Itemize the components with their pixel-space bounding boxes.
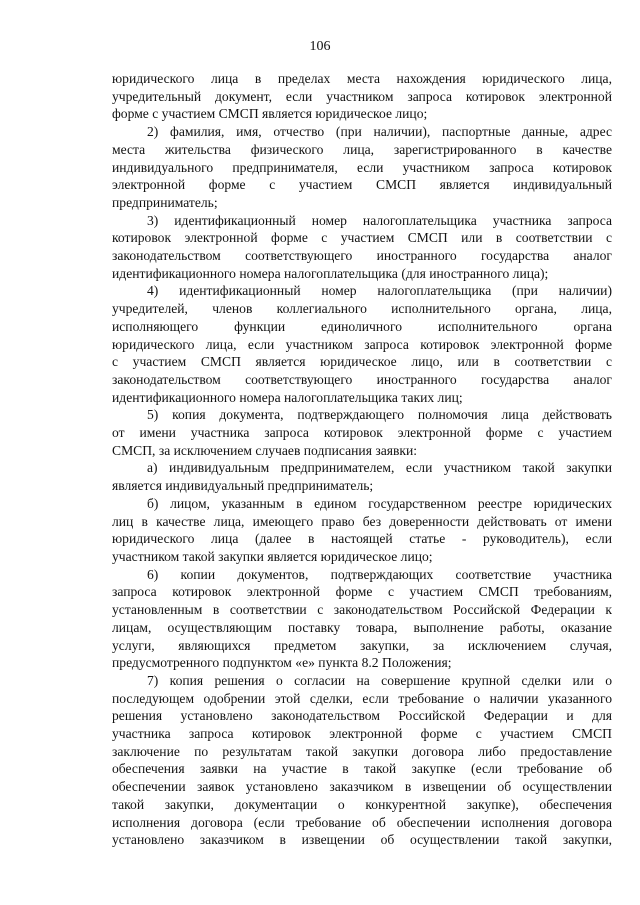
text-line: участником такой закупки является юридическое лицо;: [112, 548, 433, 564]
text-line: установленным в соответствии с законодательством Российской Федерации к: [112, 602, 612, 618]
text-line: б) лицом, указанным в едином государственном реестре юридических: [147, 495, 612, 511]
text-line: такой закупки, документации о конкурентной закупке), обеспечения: [112, 796, 612, 812]
text-line: обеспечения заявки на участие в такой закупке (если требование об: [112, 761, 612, 777]
text-line: предусмотренного подпунктом «е» пункта 8.2 Положения;: [112, 655, 452, 671]
text-line: законодательством соответствующего иностранного государства аналог: [112, 248, 612, 264]
text-line: электронной форме с участием СМСП является индивидуальный: [112, 177, 612, 193]
text-line: юридического лица, если участником запроса котировок электронной форме: [112, 336, 612, 352]
text-line: 4) идентификационный номер налогоплательщика (при наличии): [147, 283, 612, 299]
text-line: форме с участием СМСП является юридическое лицо;: [112, 106, 428, 122]
document-body: [112, 70, 612, 849]
text-line: с участием СМСП является юридическое лицо, или в соответствии с: [112, 354, 612, 370]
text-line: участника запроса котировок электронной форме с участием СМСП: [112, 726, 612, 742]
text-line: заключение по результатам такой закупки договора либо предоставление: [112, 743, 612, 759]
text-line: учредителей, членов коллегиального исполнительного органа, лица,: [112, 301, 612, 317]
text-line: исполняющего функции единоличного исполнительного органа: [112, 318, 612, 334]
text-line: юридического лица в пределах места нахождения юридического лица,: [112, 71, 612, 86]
text-line: решения установлено законодательством Российской Федерации и для: [112, 708, 612, 724]
text-line: услуги, являющихся предметом закупки, за исключением случая,: [112, 637, 612, 653]
text-line: запроса котировок электронной форме с участием СМСП требованиям,: [112, 584, 612, 600]
text-line: является индивидуальный предприниматель;: [112, 478, 374, 494]
text-line: котировок электронной форме с участием СМСП или в соответствии с: [112, 230, 612, 246]
text-line: лицам, осуществляющим поставку товара, выполнение работы, оказание: [112, 619, 612, 635]
text-line: места жительства физического лица, зарегистрированного в качестве: [112, 141, 612, 157]
text-line: учредительный документ, если участником запроса котировок электронной: [112, 88, 612, 104]
text-line: лиц в качестве лица, имеющего право без доверенности действовать от имени: [112, 513, 612, 529]
text-line: идентификационного номера налогоплательщика таких лиц;: [112, 389, 463, 405]
text-line: исполнения договора (если требование об обеспечении исполнения договора: [112, 814, 612, 830]
text-line: 7) копия решения о согласии на совершение крупной сделки или о: [147, 672, 612, 688]
text-line: юридического лица (далее в настоящей статье - руководитель), если: [112, 531, 612, 547]
text-line: предприниматель;: [112, 194, 218, 210]
text-line: установлено заказчиком в извещении об осуществлении такой закупки,: [112, 832, 612, 848]
text-line: 6) копии документов, подтверждающих соответствие участника: [147, 566, 612, 582]
text-line: 2) фамилия, имя, отчество (при наличии), паспортные данные, адрес: [147, 124, 612, 140]
text-line: 5) копия документа, подтверждающего полномочия лица действовать: [147, 407, 612, 423]
text-line: идентификационного номера налогоплательщика (для иностранного лица);: [112, 265, 549, 281]
text-line: последующем одобрении этой сделки, если требование о наличии указанного: [112, 690, 612, 706]
text-line: законодательством соответствующего иностранного государства аналог: [112, 371, 612, 387]
text-line: СМСП, за исключением случаев подписания заявки:: [112, 442, 418, 458]
page-number: 106: [309, 39, 331, 54]
text-line: обеспечении заявок установлено заказчиком в извещении об осуществлении: [112, 779, 612, 795]
text-line: 3) идентификационный номер налогоплательщика участника запроса: [147, 212, 612, 228]
text-line: индивидуального предпринимателя, если участником запроса котировок: [112, 159, 612, 175]
text-line: от имени участника запроса котировок электронной форме с участием: [112, 425, 612, 441]
text-line: а) индивидуальным предпринимателем, если участником такой закупки: [147, 460, 612, 476]
